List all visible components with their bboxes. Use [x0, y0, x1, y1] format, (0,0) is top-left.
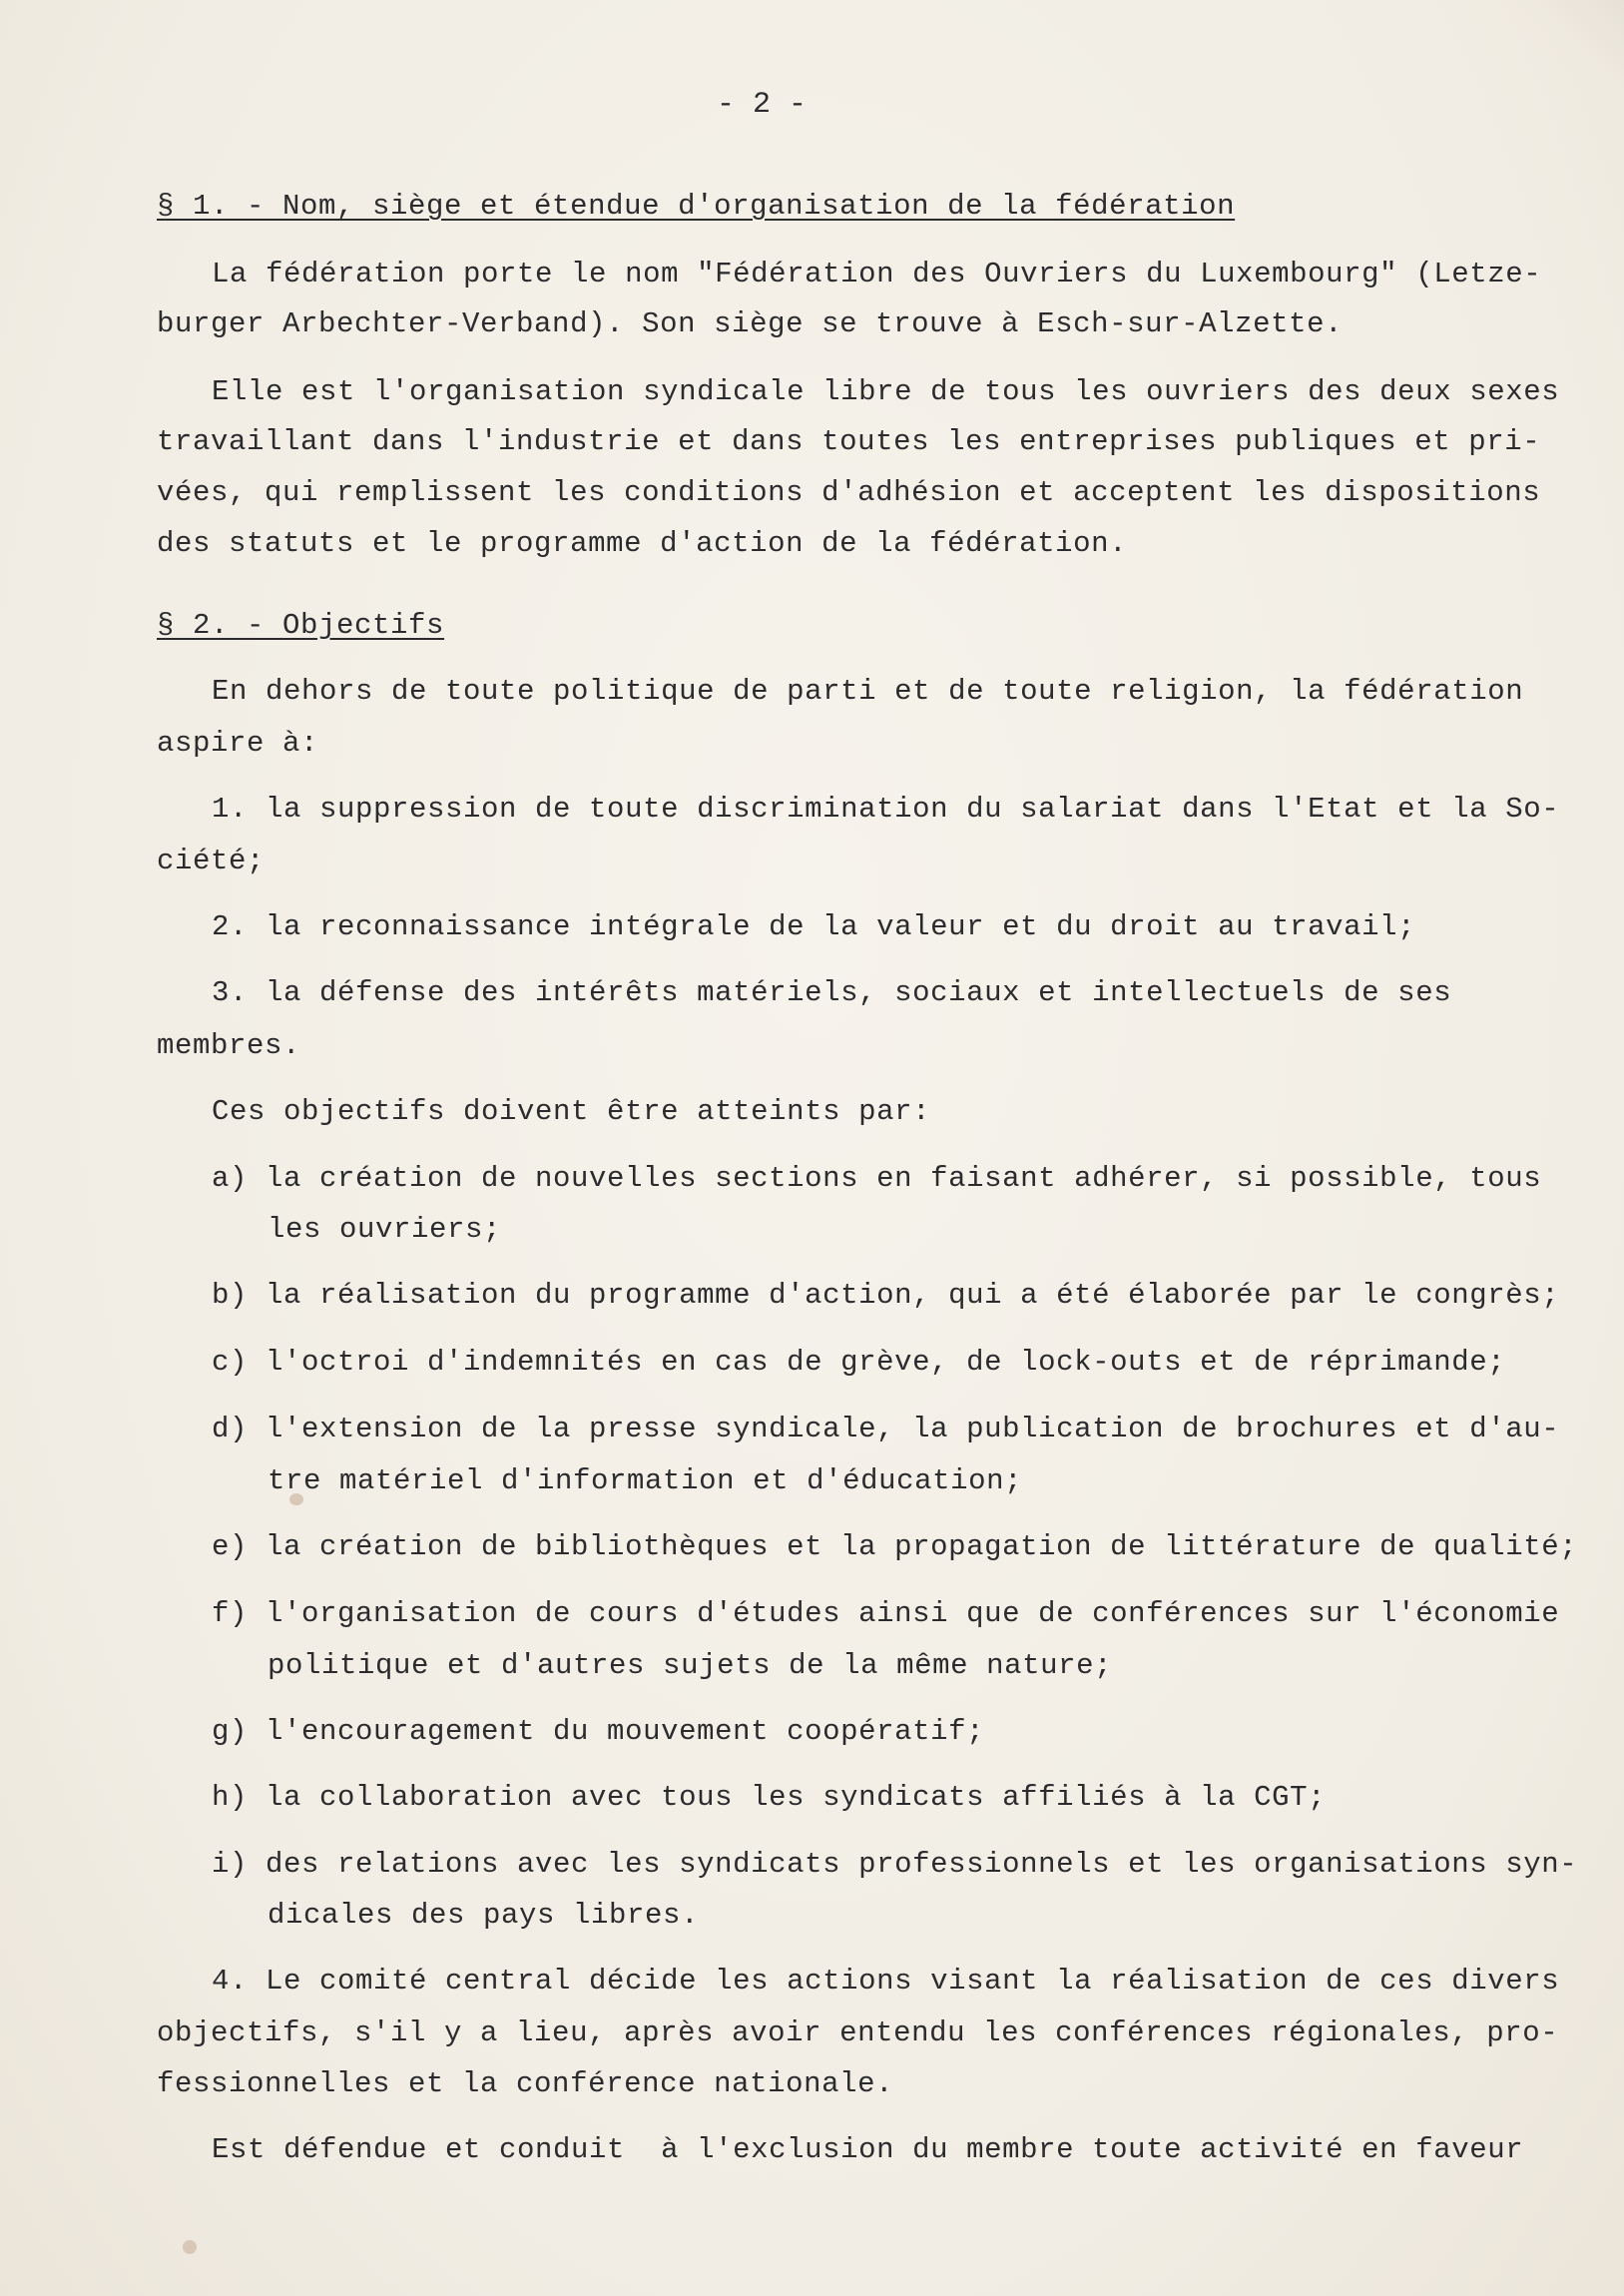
list-item: 3. la défense des intérêts matériels, sociaux et intellectuels de ses: [212, 976, 1452, 1009]
paragraph-line: objectifs, s'il y a lieu, après avoir entendu les conférences régionales, pro-: [157, 2016, 1559, 2049]
paragraph-line: travaillant dans l'industrie et dans toutes les entreprises publiques et pri-: [157, 425, 1541, 458]
paragraph-line: vées, qui remplissent les conditions d'adhésion et acceptent les dispositions: [157, 476, 1541, 509]
paragraph-line: des statuts et le programme d'action de la fédération.: [157, 527, 1128, 560]
list-item: i) des relations avec les syndicats professionnels et les organisations syn-: [212, 1848, 1578, 1881]
list-item: c) l'octroi d'indemnités en cas de grève, de lock-outs et de réprimande;: [212, 1346, 1506, 1379]
list-item: g) l'encouragement du mouvement coopératif;: [212, 1715, 985, 1748]
list-item-continuation: tre matériel d'information et d'éducation;: [268, 1464, 1023, 1497]
paragraph-line: Ces objectifs doivent être atteints par:: [212, 1095, 931, 1128]
paragraph-line: fessionnelles et la conférence nationale.: [157, 2067, 894, 2100]
list-item: f) l'organisation de cours d'études ainsi que de conférences sur l'économie: [212, 1597, 1560, 1630]
list-item-continuation: les ouvriers;: [268, 1213, 502, 1246]
list-item: b) la réalisation du programme d'action, qui a été élaborée par le congrès;: [212, 1279, 1560, 1312]
stain-mark: [183, 2240, 197, 2254]
paragraph-line: burger Arbechter-Verband). Son siège se trouve à Esch-sur-Alzette.: [157, 307, 1344, 340]
paragraph-line: 4. Le comité central décide les actions visant la réalisation de ces divers: [212, 1965, 1560, 1998]
list-item-continuation: ciété;: [157, 845, 266, 877]
list-item: h) la collaboration avec tous les syndicats affiliés à la CGT;: [212, 1781, 1327, 1814]
list-item: 1. la suppression de toute discrimination du salariat dans l'Etat et la So-: [212, 793, 1560, 826]
paragraph-line: La fédération porte le nom "Fédération des Ouvriers du Luxembourg" (Letze-: [212, 258, 1542, 290]
list-item: 2. la reconnaissance intégrale de la valeur et du droit au travail;: [212, 910, 1416, 943]
paragraph-line: Est défendue et conduit à l'exclusion du membre toute activité en faveur: [212, 2133, 1524, 2166]
page-number: - 2 -: [717, 88, 808, 122]
section-1-heading: § 1. - Nom, siège et étendue d'organisation de la fédération: [157, 190, 1236, 223]
list-item: a) la création de nouvelles sections en faisant adhérer, si possible, tous: [212, 1162, 1542, 1195]
list-item-continuation: dicales des pays libres.: [268, 1899, 700, 1932]
list-item: e) la création de bibliothèques et la propagation de littérature de qualité;: [212, 1530, 1578, 1563]
list-item-continuation: membres.: [157, 1029, 301, 1062]
paragraph-line: Elle est l'organisation syndicale libre de tous les ouvriers des deux sexes: [212, 375, 1560, 408]
paragraph-line: aspire à:: [157, 727, 319, 760]
paper-corner-fold: [1504, 0, 1624, 120]
list-item-continuation: politique et d'autres sujets de la même nature;: [268, 1649, 1113, 1682]
paragraph-line: En dehors de toute politique de parti et de toute religion, la fédération: [212, 675, 1524, 708]
section-2-heading: § 2. - Objectifs: [157, 609, 445, 642]
list-item: d) l'extension de la presse syndicale, la publication de brochures et d'au-: [212, 1413, 1560, 1445]
